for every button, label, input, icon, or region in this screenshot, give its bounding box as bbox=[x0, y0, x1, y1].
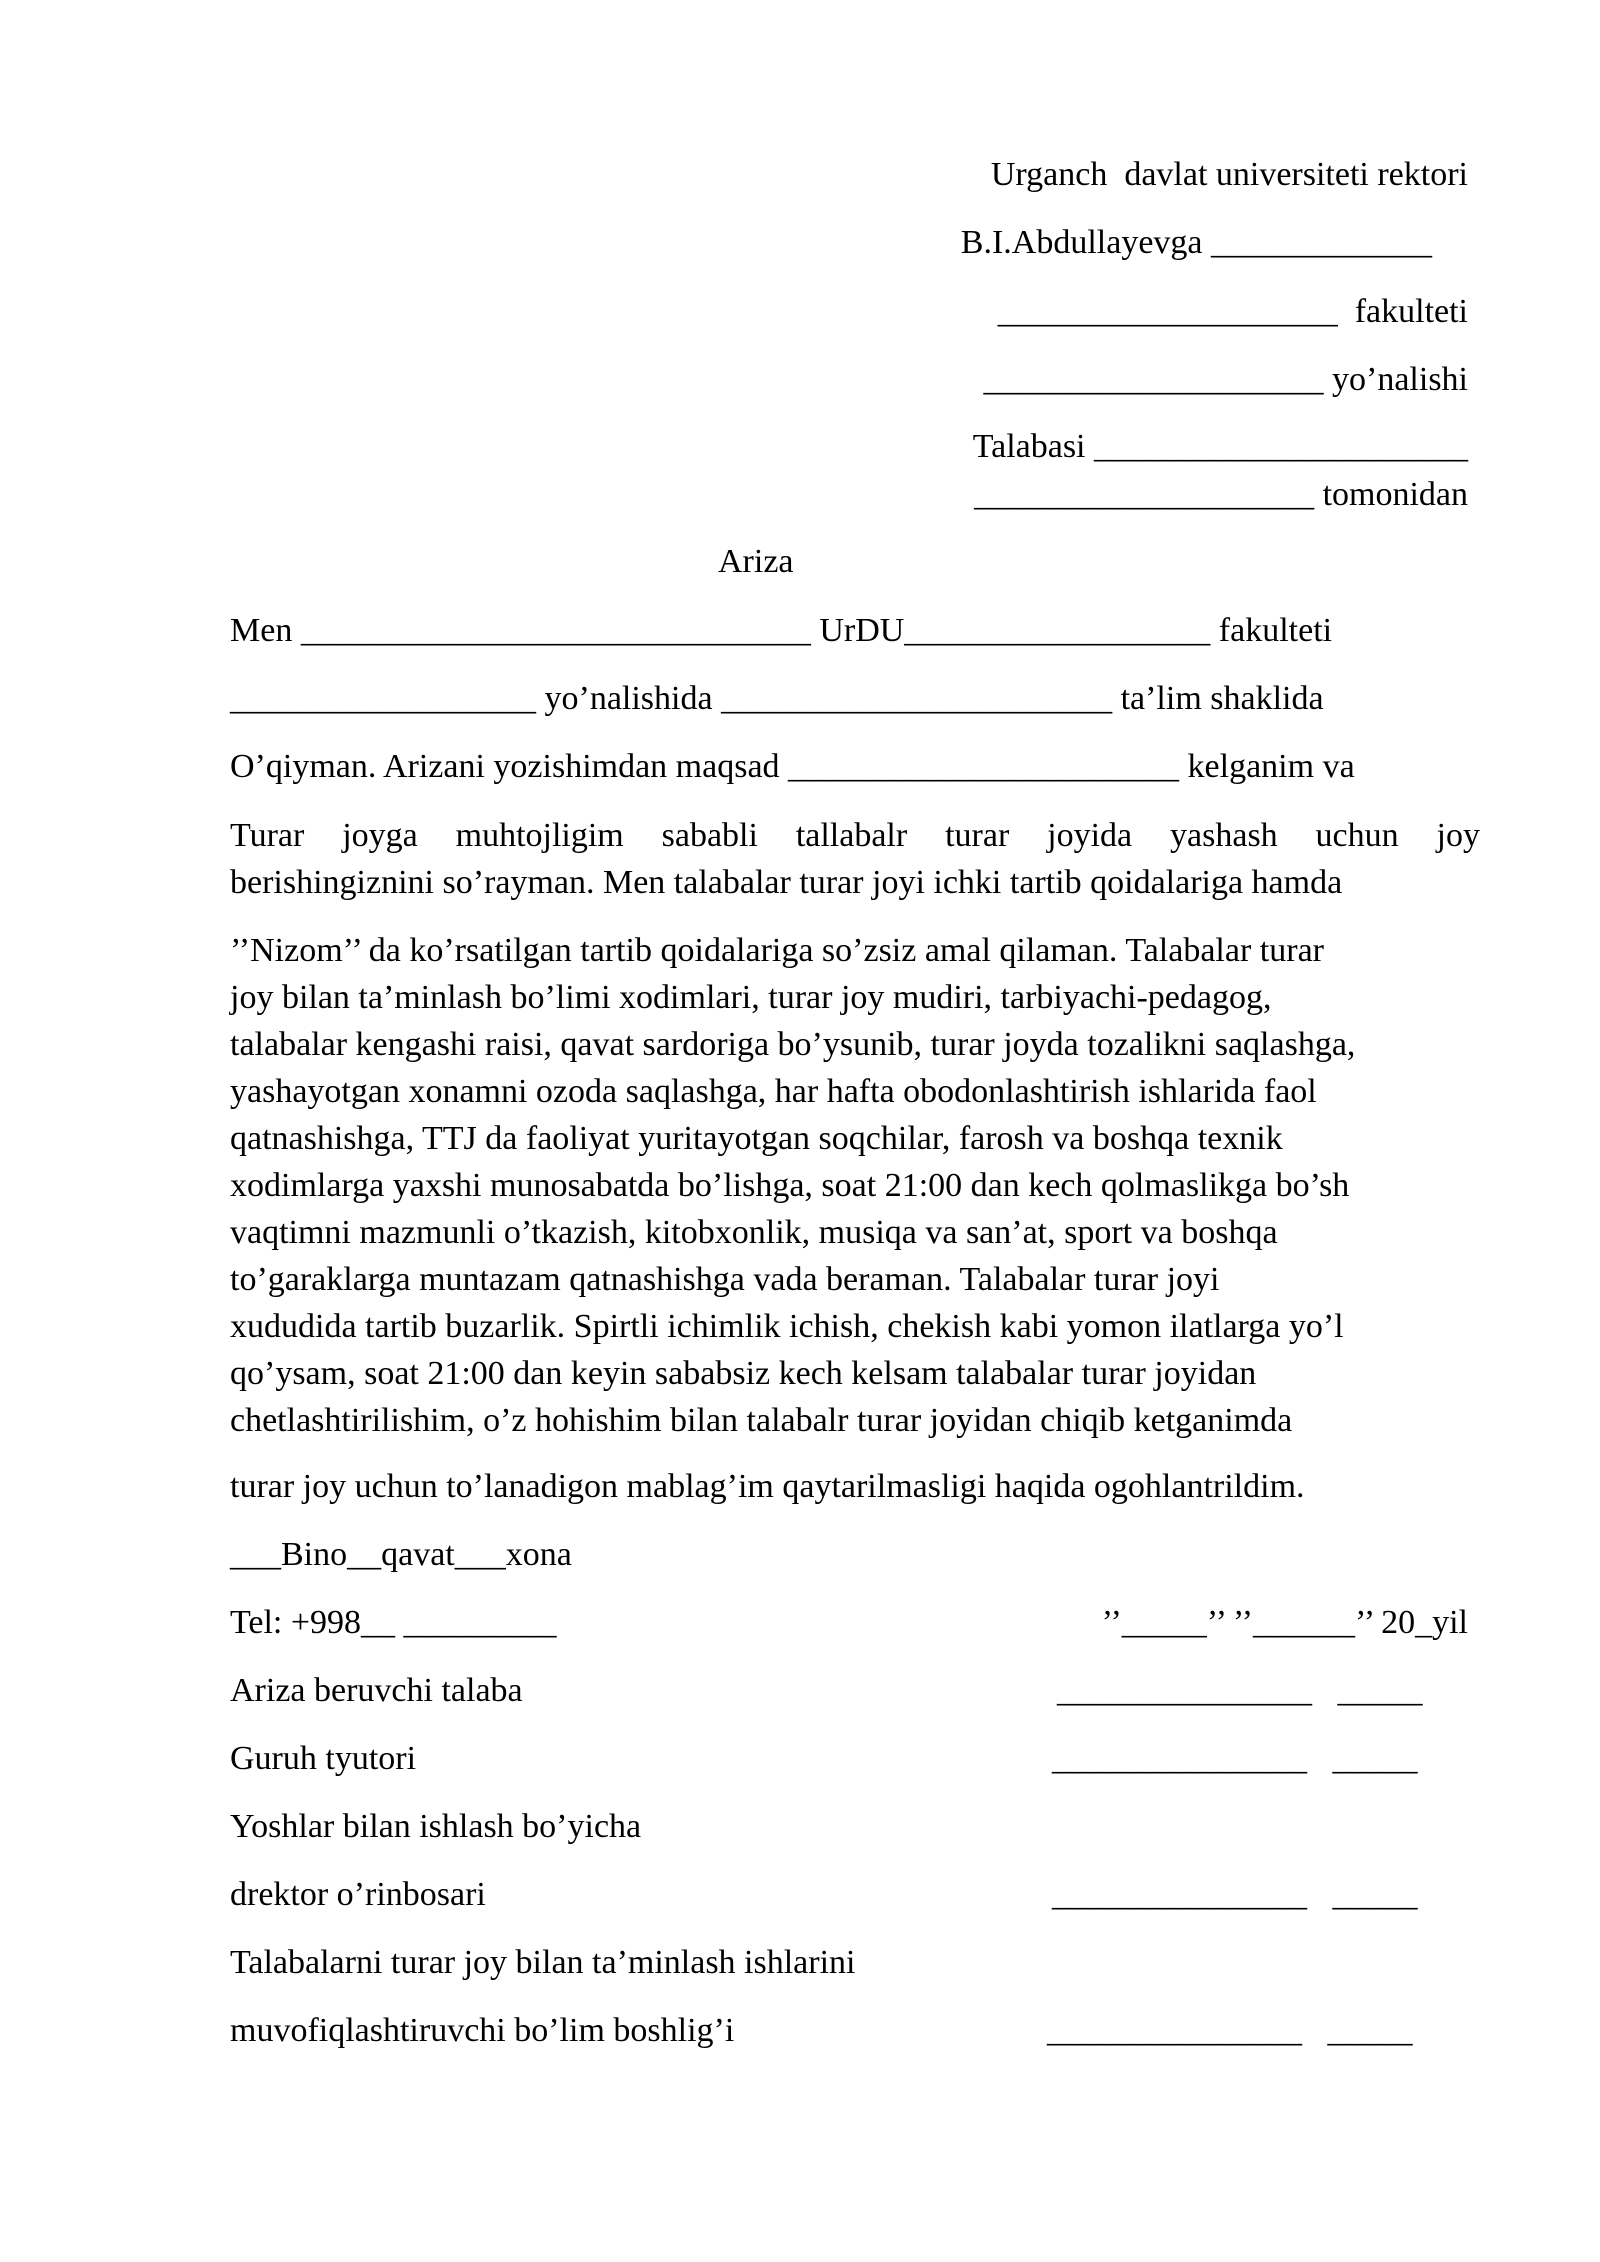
paragraph-1-line-2: berishingiznini so’rayman. Men talabalar turar joyi ichki tartib qoidalariga hamda bbox=[230, 864, 1343, 901]
sign-tutor-label: Guruh tyutori bbox=[230, 1740, 417, 1777]
student-line: Talabasi ______________________ bbox=[972, 428, 1468, 465]
direction-line: ____________________ yo’nalishi bbox=[983, 361, 1468, 398]
date-line: ’’_____’’ ’’______’’ 20_yil bbox=[1101, 1604, 1468, 1641]
sign-tutor-blank: _______________ _____ bbox=[1052, 1740, 1418, 1777]
paragraph-2-line-5: qatnashishga, TTJ da faoliyat yuritayotgan soqchilar, farosh va boshqa texnik bbox=[230, 1120, 1283, 1157]
sign-deputy-blank: _______________ _____ bbox=[1052, 1876, 1418, 1913]
address-line: ___Bino__qavat___xona bbox=[230, 1536, 572, 1573]
paragraph-2-line-8: to’garaklarga muntazam qatnashishga vada beraman. Talabalar turar joyi bbox=[230, 1261, 1220, 1298]
paragraph-2-line-2: joy bilan ta’minlash bo’limi xodimlari, turar joy mudiri, tarbiyachi-pedagog, bbox=[230, 979, 1272, 1016]
paragraph-2-line-7: vaqtimni mazmunli o’tkazish, kitobxonlik, musiqa va san’at, sport va boshqa bbox=[230, 1214, 1278, 1251]
paragraph-2-line-6: xodimlarga yaxshi munosabatda bo’lishga, soat 21:00 dan kech qolmaslikga bo’sh bbox=[230, 1167, 1350, 1204]
paragraph-2 bbox=[230, 927, 1480, 1444]
sign-deputy-label-2: drektor o’rinbosari bbox=[230, 1876, 486, 1913]
sign-head-label-2: muvofiqlashtiruvchi bo’lim boshlig’i bbox=[230, 2012, 735, 2049]
paragraph-1-line-1: Turar joyga muhtojligim sababli tallabalr turar joyida yashash uchun joy bbox=[230, 817, 1480, 854]
paragraph-2-line-11: chetlashtirilishim, o’z hohishim bilan talabalr turar joyidan chiqib ketganimda bbox=[230, 1402, 1293, 1439]
tel-line: Tel: +998__ _________ bbox=[230, 1604, 557, 1641]
paragraph-2-line-3: talabalar kengashi raisi, qavat sardoriga bo’ysunib, turar joyda tozalikni saqlashga, bbox=[230, 1026, 1356, 1063]
body-line-3: O’qiyman. Arizani yozishimdan maqsad _______________________ kelganim va bbox=[230, 748, 1355, 785]
faculty-line: ____________________ fakulteti bbox=[997, 293, 1468, 330]
sign-head-label-1: Talabalarni turar joy bilan ta’minlash ishlarini bbox=[230, 1944, 856, 1981]
paragraph-2-line-10: qo’ysam, soat 21:00 dan keyin sababsiz kech kelsam talabalar turar joyidan bbox=[230, 1355, 1257, 1392]
paragraph-2-line-9: xududida tartib buzarlik. Spirtli ichimlik ichish, chekish kabi yomon ilatlarga yo’l bbox=[230, 1308, 1344, 1345]
body-line-2: __________________ yo’nalishida _______________________ ta’lim shaklida bbox=[230, 680, 1324, 717]
recipient-line-2: B.I.Abdullayevga _____________ bbox=[960, 224, 1432, 261]
recipient-line-1: Urganch davlat universiteti rektori bbox=[990, 156, 1468, 193]
sign-applicant-label: Ariza beruvchi talaba bbox=[230, 1672, 523, 1709]
document-title: Ariza bbox=[718, 543, 794, 580]
paragraph-3: turar joy uchun to’lanadigon mablag’im qaytarilmasligi haqida ogohlantrildim. bbox=[230, 1468, 1305, 1505]
sign-deputy-label-1: Yoshlar bilan ishlash bo’yicha bbox=[230, 1808, 642, 1845]
sign-applicant-blank: _______________ _____ bbox=[1057, 1672, 1423, 1709]
from-line: ____________________ tomonidan bbox=[974, 476, 1468, 513]
sign-head-blank: _______________ _____ bbox=[1047, 2012, 1413, 2049]
paragraph-2-line-1: ’’Nizom’’ da ko’rsatilgan tartib qoidalariga so’zsiz amal qilaman. Talabalar turar bbox=[230, 932, 1324, 969]
body-line-1: Men ______________________________ UrDU__________________ fakulteti bbox=[230, 612, 1333, 649]
paragraph-2-line-4: yashayotgan xonamni ozoda saqlashga, har hafta obodonlashtirish ishlarida faol bbox=[230, 1073, 1317, 1110]
paragraph-1 bbox=[230, 812, 1480, 906]
